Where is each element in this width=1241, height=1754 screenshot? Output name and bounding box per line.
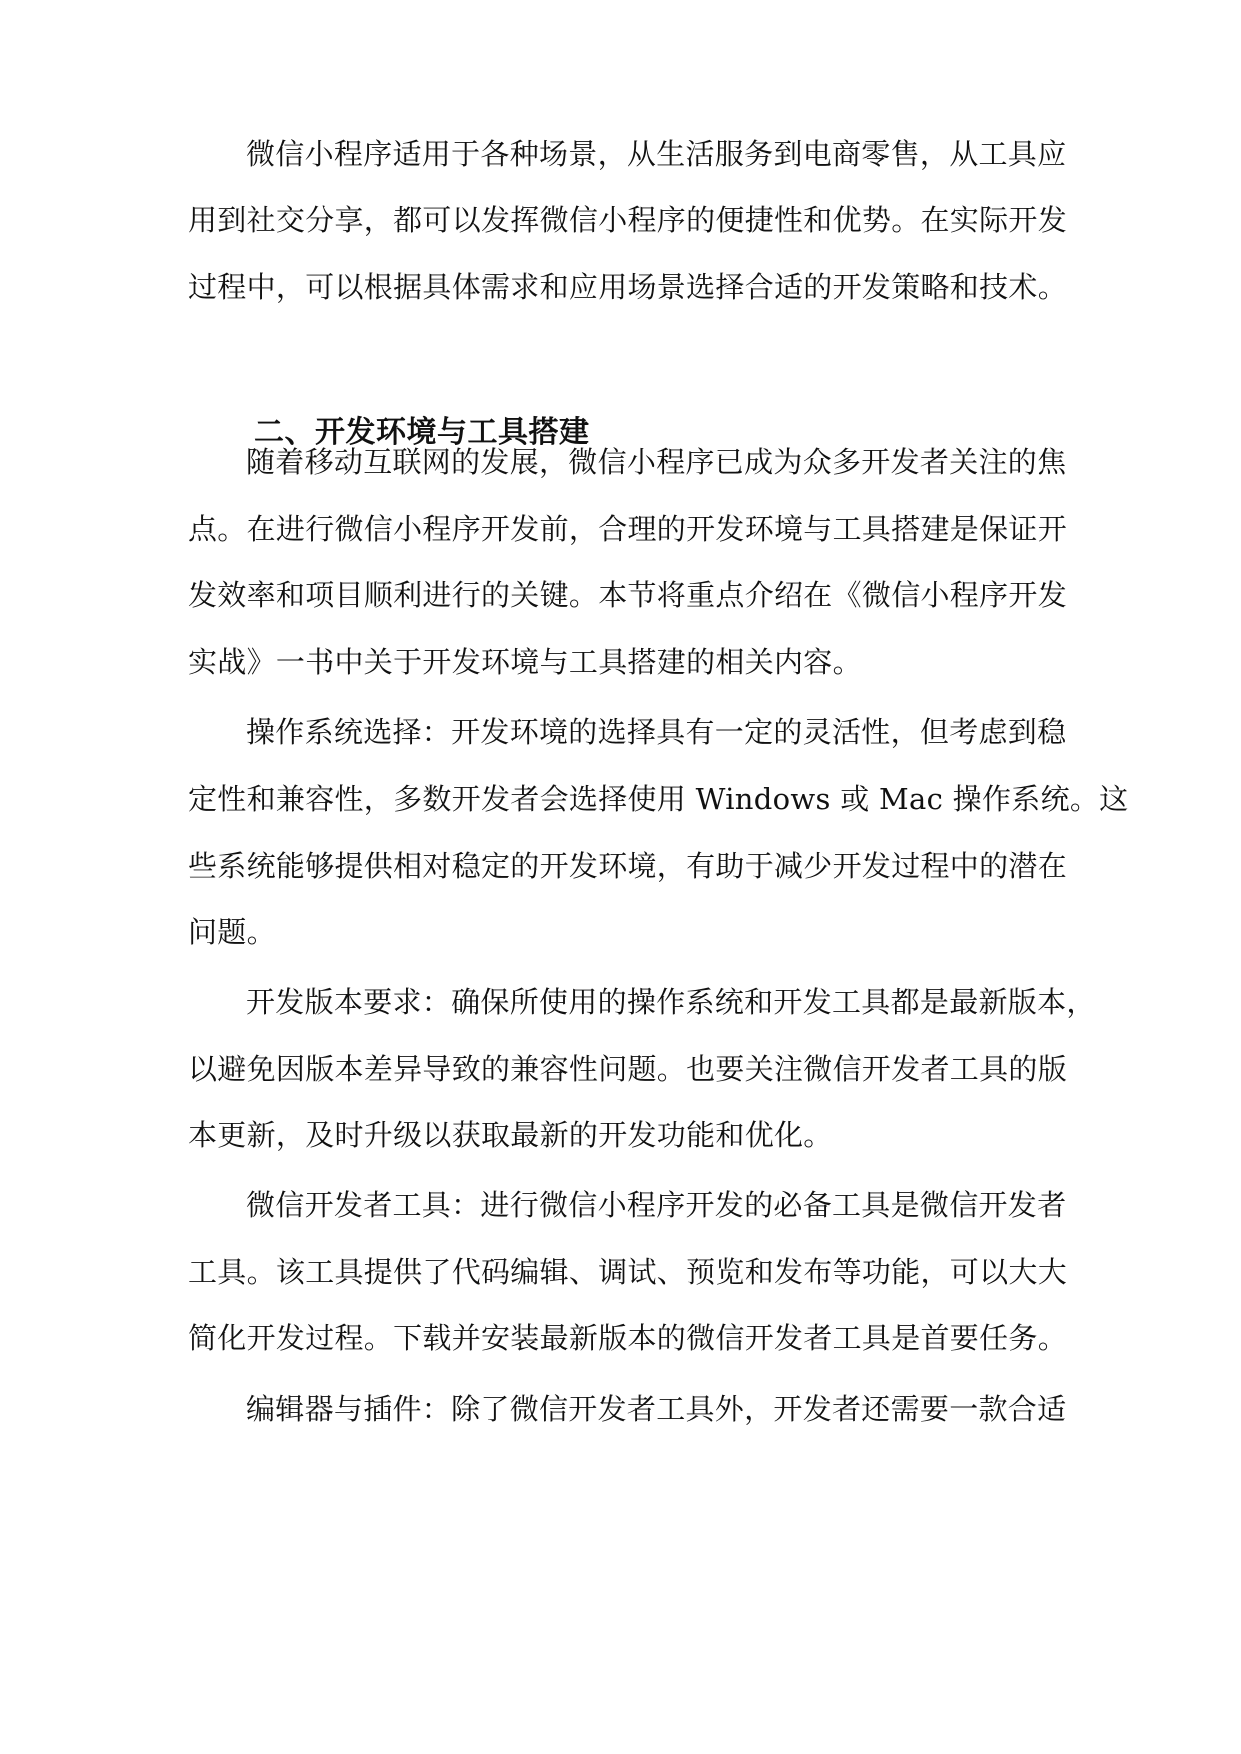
paragraph-line: 发效率和项目顺利进行的关键。本节将重点介绍在《微信小程序开发 [188,578,1068,612]
paragraph-line: 操作系统选择：开发环境的选择具有一定的灵活性，但考虑到稳 [246,715,1067,749]
paragraph-line: 工具。该工具提供了代码编辑、调试、预览和发布等功能，可以大大 [188,1255,1068,1289]
paragraph-line: 微信开发者工具：进行微信小程序开发的必备工具是微信开发者 [246,1188,1067,1222]
paragraph-line: 点。在进行微信小程序开发前，合理的开发环境与工具搭建是保证开 [188,512,1068,546]
paragraph-line: 用到社交分享，都可以发挥微信小程序的便捷性和优势。在实际开发 [188,203,1068,237]
section-heading: 二、开发环境与工具搭建 [254,415,590,450]
paragraph-line: 实战》一书中关于开发环境与工具搭建的相关内容。 [188,645,862,679]
paragraph-line: 本更新，及时升级以获取最新的开发功能和优化。 [188,1118,833,1152]
paragraph-line: 编辑器与插件：除了微信开发者工具外，开发者还需要一款合适 [246,1392,1067,1426]
paragraph-line: 开发版本要求：确保所使用的操作系统和开发工具都是最新版本， [246,985,1096,1019]
paragraph-line: 问题。 [188,915,276,949]
paragraph-line: 以避免因版本差异导致的兼容性问题。也要关注微信开发者工具的版 [188,1052,1068,1086]
paragraph-line: 微信小程序适用于各种场景，从生活服务到电商零售，从工具应 [246,137,1067,171]
paragraph-line: 定性和兼容性，多数开发者会选择使用 Windows 或 Mac 操作系统。这 [188,782,1129,816]
paragraph-line: 随着移动互联网的发展，微信小程序已成为众多开发者关注的焦 [246,445,1067,479]
paragraph-line: 简化开发过程。下载并安装最新版本的微信开发者工具是首要任务。 [188,1321,1068,1355]
paragraph-line: 些系统能够提供相对稳定的开发环境，有助于减少开发过程中的潜在 [188,849,1068,883]
paragraph-line: 过程中，可以根据具体需求和应用场景选择合适的开发策略和技术。 [188,270,1068,304]
